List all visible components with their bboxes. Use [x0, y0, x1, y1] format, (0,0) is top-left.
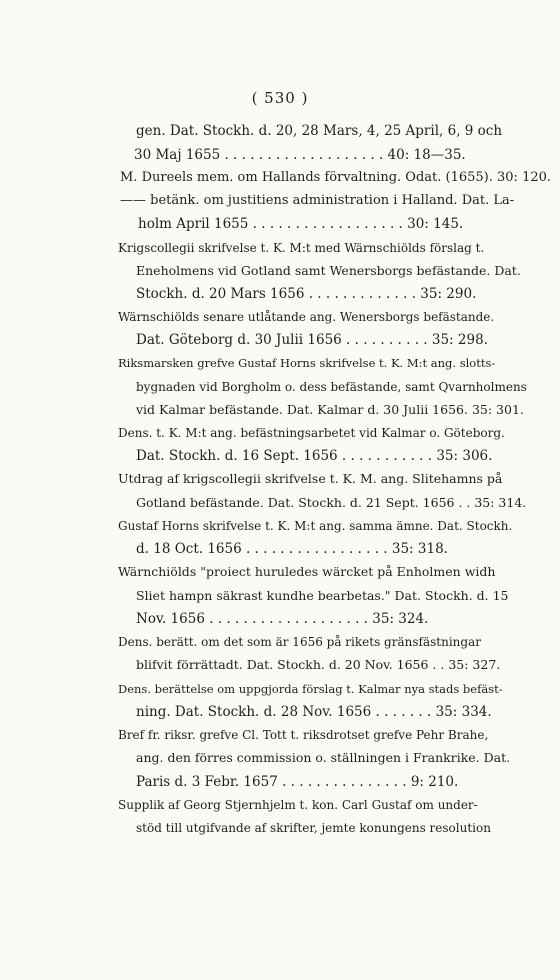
text-line: Dat. Stockh. d. 16 Sept. 1656 . . . . . . . . . . . 35: 306.	[136, 448, 493, 464]
text-line: Utdrag af krigscollegii skrifvelse t. K. M. ang. Slitehamns på	[118, 471, 503, 486]
text-line: Dens. berätt. om det som är 1656 på rikets gränsfästningar	[118, 635, 481, 649]
text-line: bygnaden vid Borgholm o. dess befästande, samt Qvarnholmens	[136, 380, 527, 394]
text-line: 30 Maj 1655 . . . . . . . . . . . . . . . . . . . 40: 18—35.	[134, 147, 466, 163]
text-line: d. 18 Oct. 1656 . . . . . . . . . . . . . . . . . 35: 318.	[136, 541, 448, 557]
text-line: Stockh. d. 20 Mars 1656 . . . . . . . . . . . . . 35: 290.	[136, 286, 477, 302]
text-line: Gustaf Horns skrifvelse t. K. M:t ang. samma ämne. Dat. Stockh.	[118, 519, 513, 533]
text-line: blifvit förrättadt. Dat. Stockh. d. 20 Nov. 1656 . . 35: 327.	[136, 657, 501, 672]
text-line: Paris d. 3 Febr. 1657 . . . . . . . . . . . . . . . 9: 210.	[136, 774, 459, 790]
text-line: Wärnschiölds senare utlåtande ang. Wenersborgs befästande.	[118, 310, 495, 324]
text-line: Dens. berättelse om uppgjorda förslag t. Kalmar nya stads befäst-	[118, 682, 503, 696]
text-line: Supplik af Georg Stjernhjelm t. kon. Carl Gustaf om under-	[118, 798, 478, 812]
text-line: ang. den förres commission o. ställningen i Frankrike. Dat.	[136, 750, 511, 765]
text-line: Dat. Göteborg d. 30 Julii 1656 . . . . . . . . . . 35: 298.	[136, 332, 488, 348]
text-line: Bref fr. riksr. grefve Cl. Tott t. riksdrotset grefve Pehr Brahe,	[118, 728, 489, 742]
text-line: Riksmarsken grefve Gustaf Horns skrifvelse t. K. M:t ang. slotts-	[118, 356, 496, 370]
text-line: Wärnchiölds "proiect huruledes wärcket på Enholmen widh	[118, 564, 496, 579]
text-line: M. Dureels mem. om Hallands förvaltning. Odat. (1655). 30: 120.	[120, 170, 552, 185]
text-line: holm April 1655 . . . . . . . . . . . . . . . . . . 30: 145.	[138, 216, 464, 232]
text-line: ning. Dat. Stockh. d. 28 Nov. 1656 . . . . . . . 35: 334.	[136, 704, 492, 720]
text-line: Gotland befästande. Dat. Stockh. d. 21 Sept. 1656 . . 35: 314.	[136, 495, 527, 510]
page-number-header: ( 530 )	[251, 89, 309, 107]
text-line: Sliet hampn säkrast kundhe bearbetas." Dat. Stockh. d. 15	[136, 588, 509, 603]
text-line: —— betänk. om justitiens administration i Halland. Dat. La-	[120, 193, 515, 208]
text-line: Nov. 1656 . . . . . . . . . . . . . . . . . . . 35: 324.	[136, 611, 429, 627]
text-line: vid Kalmar befästande. Dat. Kalmar d. 30 Julii 1656. 35: 301.	[136, 402, 524, 417]
text-line: stöd till utgifvande af skrifter, jemte konungens resolution	[136, 821, 491, 835]
text-line: gen. Dat. Stockh. d. 20, 28 Mars, 4, 25 April, 6, 9 och	[136, 123, 503, 139]
text-line: Eneholmens vid Gotland samt Wenersborgs befästande. Dat.	[136, 263, 521, 278]
text-line: Krigscollegii skrifvelse t. K. M:t med Wärnschiölds förslag t.	[118, 241, 485, 255]
text-line: Dens. t. K. M:t ang. befästningsarbetet vid Kalmar o. Göteborg.	[118, 426, 505, 440]
